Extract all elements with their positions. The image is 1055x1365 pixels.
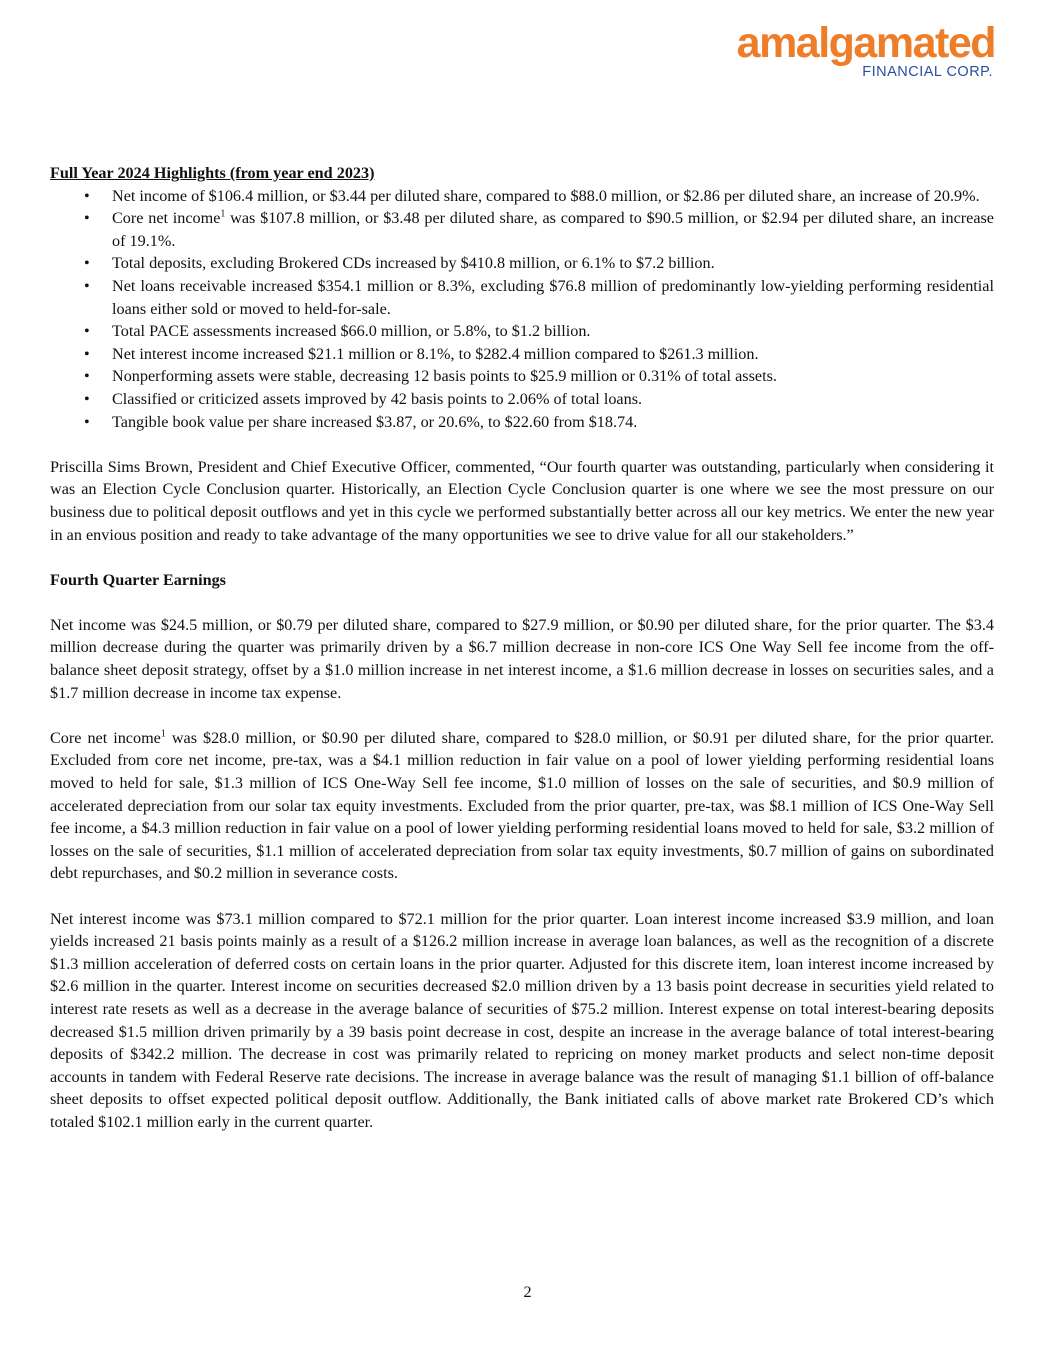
highlight-text-post: was $107.8 million, or $3.48 per diluted share, as compared to $90.5 million, or $2.94 per diluted share, an increase of 19.1%.	[112, 209, 994, 250]
net-interest-income-paragraph: Net interest income was $73.1 million compared to $72.1 million for the prior quarter. Loan interest income increased $3.9 million, and loan yields increased 21 basis points mainly as a result of a $126.2 million increase in average loan balances, as well as the recognition of a discrete $1.3 million acceleration of deferred costs on certain loans in the prior quarter. Adjusted for this discrete item, loan interest income increased by $2.6 million in the quarter. Interest income on securities decreased $2.0 million driven by a 13 basis point decrease in securities yield related to interest rate resets as well as a decrease in the average balance of securities of $75.2 million. Interest expense on total interest-bearing deposits decreased $1.5 million driven primarily by a 39 basis point decrease in cost, despite an increase in the average balance of total interest-bearing deposits of $342.2 million. The decrease in cost was primarily related to repricing on money market products and select non-time deposit accounts in tandem with Federal Reserve rate decisions. The increase in average balance was the result of managing $1.1 billion of off-balance sheet deposits to offset expected political deposit outflow. Additionally, the Bank initiated calls of above market rate Brokered CD’s which totaled $102.1 million early in the current quarter.	[50, 909, 994, 1131]
core-net-income-post: was $28.0 million, or $0.90 per diluted share, compared to $28.0 million, or $0.91 per diluted share, for the prior quarter. Excluded from core net income, pre-tax, was a $4.1 million reduction in fair value on a pool of lower yielding performing residential loans moved to held for sale, $1.3 million of ICS One-Way Sell fee income, $1.0 million of losses on the sale of securities, and $0.9 million of accelerated depreciation from our solar tax equity investments. Excluded from the prior quarter, pre-tax, was $8.1 million of ICS One-Way Sell fee income, a $4.3 million reduction in fair value on a pool of lower yielding performing residential loans moved to held for sale, $3.2 million of losses on the sale of securities, $1.1 million of accelerated depreciation from solar tax equity investments, $0.7 million of gains on subordinated debt repurchases, and $0.2 million in severance costs.	[50, 728, 994, 883]
highlight-text: Classified or criticized assets improved by 42 basis points to 2.06% of total loans.	[112, 389, 643, 408]
highlight-text: Net interest income increased $21.1 million or 8.1%, to $282.4 million compared to $261.3 million.	[112, 344, 759, 363]
fourth-quarter-heading: Fourth Quarter Earnings	[50, 570, 226, 589]
footnote-marker: 1	[160, 728, 166, 740]
ceo-quote-paragraph: Priscilla Sims Brown, President and Chief Executive Officer, commented, “Our fourth quarter was outstanding, particularly when considering it was an Election Cycle Conclusion quarter. Historically, an Election Cycle Conclusion quarter is one where we see the most pressure on our business due to political deposit outflows and yet in this cycle we performed substantially better across all our key metrics. We enter the new year in an envious position and ready to take advantage of the many opportunities we see to drive value for all our stakeholders.”	[50, 457, 994, 544]
list-item	[84, 365, 994, 388]
net-income-paragraph: Net income was $24.5 million, or $0.79 per diluted share, compared to $27.9 million, or $0.90 per diluted share, for the prior quarter. The $3.4 million decrease during the quarter was primarily driven by a $6.7 million decrease in non-core ICS One Way Sell fee income from the off-balance sheet deposit strategy, offset by a $1.0 million increase in net interest income, a $1.6 million decrease in losses on securities sales, and a $1.7 million decrease in income tax expense.	[50, 615, 994, 702]
list-item	[84, 411, 994, 434]
list-item	[84, 207, 994, 252]
highlights-heading: Full Year 2024 Highlights (from year end 2023)	[50, 164, 375, 182]
bullet-icon: •	[84, 276, 90, 295]
highlight-text: Tangible book value per share increased $3.87, or 20.6%, to $22.60 from $18.74.	[112, 412, 638, 431]
list-item	[84, 252, 994, 275]
company-logo	[736, 19, 995, 80]
core-net-income-paragraph	[50, 727, 994, 885]
highlight-text: Total deposits, excluding Brokered CDs increased by $410.8 million, or 6.1% to $7.2 billion.	[112, 254, 715, 273]
bullet-icon: •	[84, 344, 90, 363]
bullet-icon: •	[84, 322, 90, 341]
highlights-list	[50, 185, 994, 434]
list-item	[84, 185, 994, 208]
footnote-marker: 1	[220, 208, 226, 220]
list-item	[84, 320, 994, 343]
highlight-text: Total PACE assessments increased $66.0 million, or 5.8%, to $1.2 billion.	[112, 322, 591, 341]
bullet-icon: •	[84, 412, 90, 431]
bullet-icon: •	[84, 367, 90, 386]
list-item	[84, 343, 994, 366]
bullet-icon: •	[84, 209, 90, 228]
logo-wordmark: amalgamated	[736, 19, 995, 67]
bullet-icon: •	[84, 389, 90, 408]
highlight-text: Nonperforming assets were stable, decreasing 12 basis points to $25.9 million or 0.31% of total assets.	[112, 367, 777, 386]
list-item	[84, 388, 994, 411]
document-body	[50, 162, 994, 1134]
logo-subtitle: FINANCIAL CORP.	[862, 64, 993, 80]
list-item	[84, 275, 994, 320]
bullet-icon: •	[84, 186, 90, 205]
highlight-text: Net loans receivable increased $354.1 million or 8.3%, excluding $76.8 million of predominantly low-yielding performing residential loans either sold or moved to held-for-sale.	[112, 276, 994, 318]
page-number: 2	[523, 1283, 532, 1301]
highlight-text: Net income of $106.4 million, or $3.44 per diluted share, compared to $88.0 million, or $2.86 per diluted share, an increase of 20.9%.	[112, 186, 980, 205]
highlight-text-pre: Core net income	[112, 209, 221, 228]
core-net-income-pre: Core net income	[50, 728, 161, 747]
bullet-icon: •	[84, 254, 90, 273]
